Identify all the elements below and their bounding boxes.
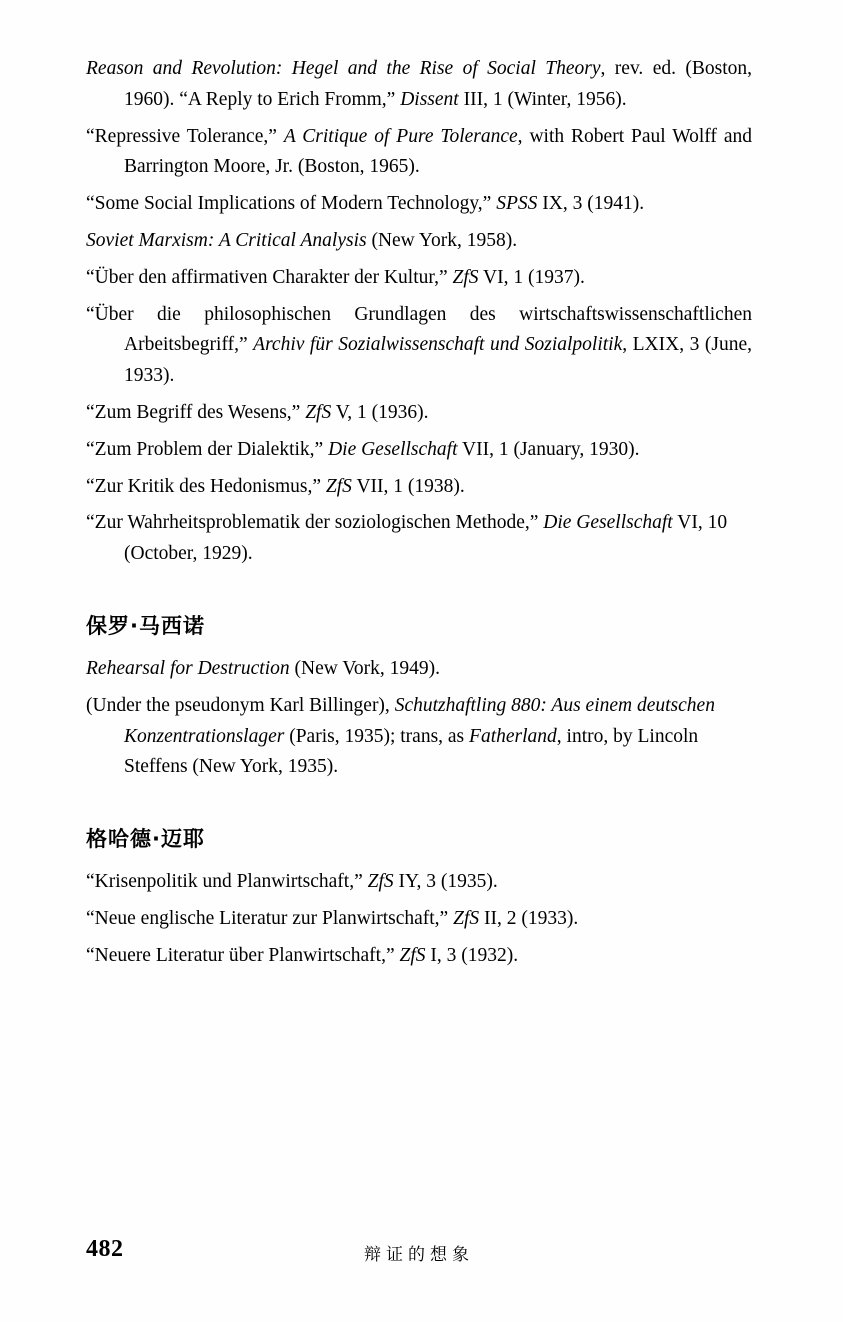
section-heading: 格哈德·迈耶 [86, 827, 205, 852]
entry-text: II, 2 (1933). [479, 907, 579, 929]
entry-text: VII, 1 (January, 1930). [457, 438, 640, 460]
bibliography-entry [86, 691, 752, 783]
entry-text: (New Vork, 1949). [289, 657, 441, 679]
bibliography-entry [86, 435, 752, 466]
italic-title: Archiv für Sozialwissenschaft und Sozialpolitik [253, 334, 623, 356]
italic-title: ZfS [325, 475, 352, 497]
bibliography-sections [86, 610, 752, 972]
bibliography-entry [86, 398, 752, 429]
italic-title: SPSS [496, 193, 538, 215]
bibliography-entry [86, 300, 752, 392]
section-heading: 保罗·马西诺 [86, 613, 205, 638]
entry-text: “Repressive Tolerance,” [86, 125, 284, 147]
entry-text: “Über den affirmativen Charakter der Kultur,” [86, 266, 453, 288]
entry-text: V, 1 (1936). [331, 401, 429, 423]
entry-text: IX, 3 (1941). [537, 193, 645, 215]
italic-title: A Critique of Pure Tolerance [283, 125, 518, 147]
entry-text: , with Robert Paul Wolff and Barrington Moore, Jr. (Boston, 1965). [124, 125, 752, 178]
italic-title: Fatherland [469, 725, 557, 747]
entry-text: (Paris, 1935); trans, as [284, 725, 470, 747]
entry-text: I, 3 (1932). [425, 944, 519, 966]
italic-title: ZfS [453, 907, 480, 929]
bibliography-entry [86, 54, 752, 116]
italic-title: Schutzhaftling 880: Aus einem deutschen Konzentrationslager [124, 694, 715, 747]
italic-title: Rehearsal for Destruction [86, 657, 290, 679]
entry-text: “Zur Wahrheitsproblematik der soziologischen Methode,” [86, 512, 544, 534]
italic-title: Soviet Marxism: A Critical Analysis [86, 229, 367, 251]
italic-title: ZfS [452, 266, 479, 288]
bibliography-entry [86, 654, 752, 685]
italic-title: Dissent [400, 88, 459, 110]
entry-text: VII, 1 (1938). [351, 475, 465, 497]
bibliography-entry [86, 122, 752, 184]
italic-title: Reason and Revolution: Hegel and the Rise of Social Theory [86, 58, 601, 79]
italic-title: ZfS [399, 944, 426, 966]
entry-text: (Under the pseudonym Karl Billinger), [86, 694, 395, 716]
entry-text: IY, 3 (1935). [393, 871, 498, 893]
entry-text: “Some Social Implications of Modern Technology,” [86, 193, 497, 215]
page-footer [86, 1236, 752, 1266]
italic-title: ZfS [367, 871, 394, 893]
bibliography-entry [86, 904, 752, 935]
entry-text: “Zur Kritik des Hedonismus,” [86, 475, 326, 497]
italic-title: Die Gesellschaft [328, 438, 458, 460]
entry-text: “Krisenpolitik und Planwirtschaft,” [86, 871, 368, 893]
italic-title: ZfS [305, 401, 332, 423]
entry-text: “Über die philosophischen Grundlagen des wirtschaftswissenschaftlichen Arbeitsbegriff,” [86, 303, 752, 356]
bibliography-entry [86, 508, 752, 570]
running-title: 辩证的想象 [364, 1245, 474, 1265]
entry-text: “Zum Begriff des Wesens,” [86, 401, 306, 423]
bibliography-entry-list-marcuse [86, 54, 752, 570]
entry-text: VI, 1 (1937). [478, 266, 585, 288]
entry-text: , rev. ed. (Boston, 1960). “A Reply to Erich Fromm,” [124, 58, 753, 110]
italic-title: Die Gesellschaft [543, 512, 673, 534]
bibliography-body [86, 54, 752, 978]
entry-text: “Zum Problem der Dialektik,” [86, 438, 329, 460]
bibliography-entry [86, 226, 752, 257]
bibliography-entry [86, 263, 752, 294]
bibliography-entry [86, 941, 752, 972]
entry-text: (New York, 1958). [366, 229, 518, 251]
bibliography-entry [86, 189, 752, 220]
entry-text: VI, 10 (October, 1929). [124, 512, 728, 565]
entry-text: “Neuere Literatur über Planwirtschaft,” [86, 944, 400, 966]
bibliography-entry [86, 472, 752, 503]
page-number: 482 [86, 1236, 124, 1262]
entry-text: , LXIX, 3 (June, 1933). [124, 334, 752, 387]
entry-text: “Neue englische Literatur zur Planwirtschaft,” [86, 907, 454, 929]
entry-text: , intro, by Lincoln Steffens (New York, 1935). [124, 725, 699, 778]
bibliography-entry [86, 867, 752, 898]
entry-text: III, 1 (Winter, 1956). [458, 88, 627, 110]
